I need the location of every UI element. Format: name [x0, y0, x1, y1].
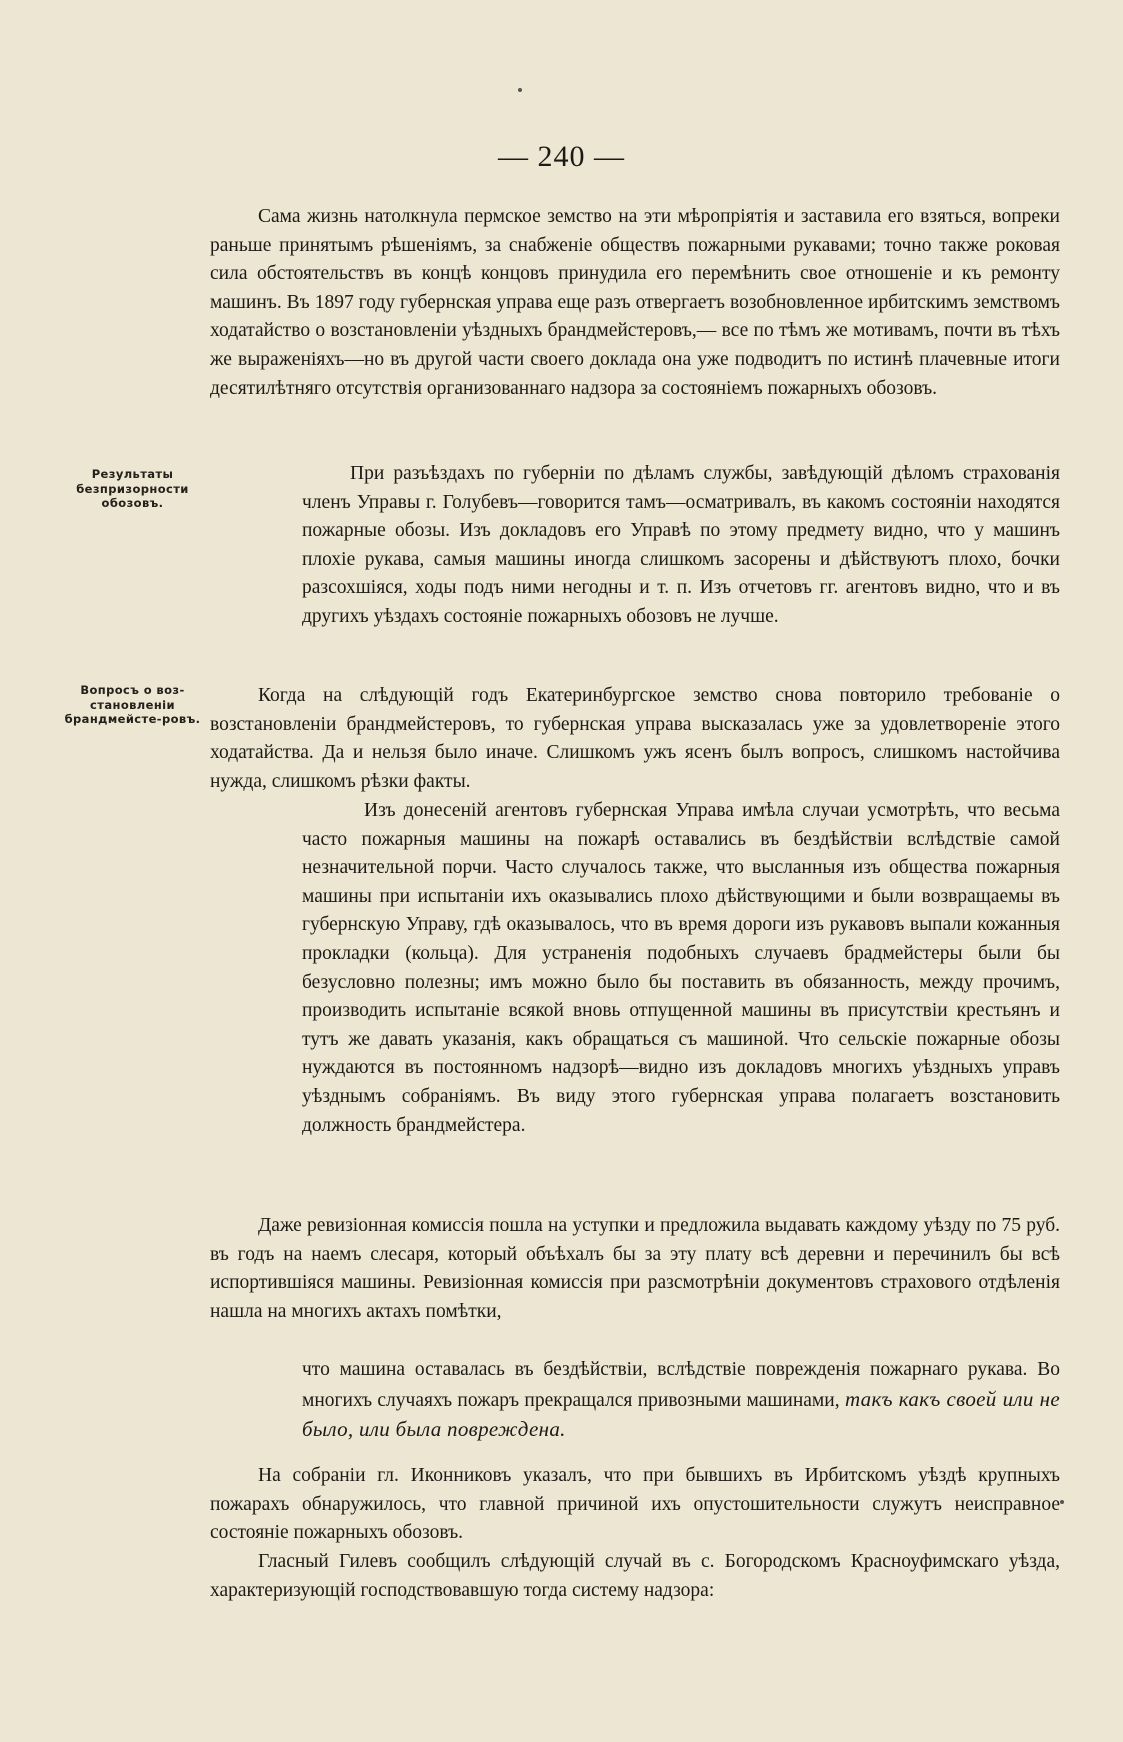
margin-note-results: Результаты безпризорности обозовъ. [76, 467, 189, 510]
margin-note-question: Вопросъ о воз-становленіи брандмейсте-ровъ. [64, 683, 201, 726]
quote-block-2: Изъ донесеній агентовъ губернская Управа имѣла случаи усмотрѣть, что весьма часто пожарныя машины на пожарѣ оставались въ бездѣйствіи вслѣдствіе самой незначительной порчи. Часто случалось также, что высланныя изъ общества пожарныя машины при испытаніи ихъ оказывались плохо дѣйствующими и были возвращаемы въ губернскую Управу, гдѣ оказывалось, что въ время дороги изъ рукавовъ выпали кожанныя прокладки (кольца). Для устраненія подобныхъ случаевъ брадмейстеры были бы безусловно полезны; имъ можно было бы поставить въ обязанность, между прочимъ, производить испытаніе всякой вновь отпущенной машины въ присутствіи крестьянъ и тутъ же давать указанія, какъ обращаться съ машиной. Что сельскіе пожарные обозы нуждаются въ постоянномъ надзорѣ—видно изъ докладовъ многихъ уѣздныхъ управъ уѣзднымъ собраніямъ. Въ виду этого губернская управа полагаетъ возстановить должность брандмейстера. [302, 800, 1060, 1136]
paragraph-1: Сама жизнь натолкнула пермское земство на эти мѣропріятія и заставила его взяться, вопреки раньше принятымъ рѣшеніямъ, за снабженіе обществъ пожарными рукавами; точно также роковая сила обстоятельствъ въ концѣ концовъ принудила его перемѣнить свое отношеніе и къ ремонту машинъ. Въ 1897 году губернская управа еще разъ отвергаетъ возобновленное ирбитскимъ земствомъ ходатайство о возстановленіи уѣздныхъ брандмейстеровъ,— все по тѣмъ же мотивамъ, почти въ тѣхъ же выраженіяхъ—но въ другой части своего доклада она уже подводитъ по истинѣ плачевные итоги десятилѣтняго отсутствія организованнаго надзора за состояніемъ пожарныхъ обозовъ. [210, 206, 1060, 399]
page-number: — 240 — [498, 140, 625, 173]
ink-speck [518, 88, 522, 92]
paragraph-5: Гласный Гилевъ сообщилъ слѣдующій случай въ с. Богородскомъ Красноуфимскаго уѣзда, характеризующій господствовавшую тогда систему надзора: [210, 1551, 1060, 1601]
paragraph-4: На собраніи гл. Иконниковъ указалъ, что при бывшихъ въ Ирбитскомъ уѣздѣ крупныхъ пожарахъ обнаружилось, что главной причиной ихъ опустошительности служутъ неисправное состояніе пожарныхъ обозовъ. [210, 1465, 1060, 1544]
ink-speck [1060, 1500, 1064, 1504]
paragraph-2: Когда на слѣдующій годъ Екатеринбургское земство снова повторило требованіе о возстановленіи брандмейстеровъ, то губернская управа высказалась уже за удовлетвореніе этого ходатайства. Да и нельзя было иначе. Слишкомъ ужъ ясенъ былъ вопросъ, слишкомъ настойчива нужда, слишкомъ рѣзки факты. [210, 685, 1060, 792]
quote-block-1: При разъѣздахъ по губерніи по дѣламъ службы, завѣдующій дѣломъ страхованія членъ Управы г. Голубевъ—говорится тамъ—осматривалъ, въ какомъ состояніи находятся пожарные обозы. Изъ докладовъ его Управѣ по этому предмету видно, что у машинъ плохіе рукава, самыя машины иногда слишкомъ засорены и дѣйствуютъ плохо, бочки разсохшіяся, ходы подъ ними негодны и т. п. Изъ отчетовъ гг. агентовъ видно, что и въ другихъ уѣздахъ состояніе пожарныхъ обозовъ не лучше. [302, 463, 1060, 627]
quote-3-italic: такъ какъ своей или не было, или была повреждена. [302, 1386, 1060, 1442]
quote-block-3 [302, 1356, 1060, 1446]
paragraph-3: Даже ревизіонная комиссія пошла на уступки и предложила выдавать каждому уѣзду по 75 руб. въ годъ на наемъ слесаря, который объѣхалъ бы за эту плату всѣ деревни и перечинилъ бы всѣ испортившіяся машины. Ревизіонная комиссія при разсмотрѣніи документовъ страхового отдѣленія нашла на многихъ актахъ помѣтки, [210, 1215, 1060, 1322]
quote-3-plain: что машина оставалась въ бездѣйствіи, вслѣдствіе поврежденія пожарнаго рукава. Во многихъ случаяхъ пожаръ прекращался привозными машинами, [302, 1359, 1060, 1411]
